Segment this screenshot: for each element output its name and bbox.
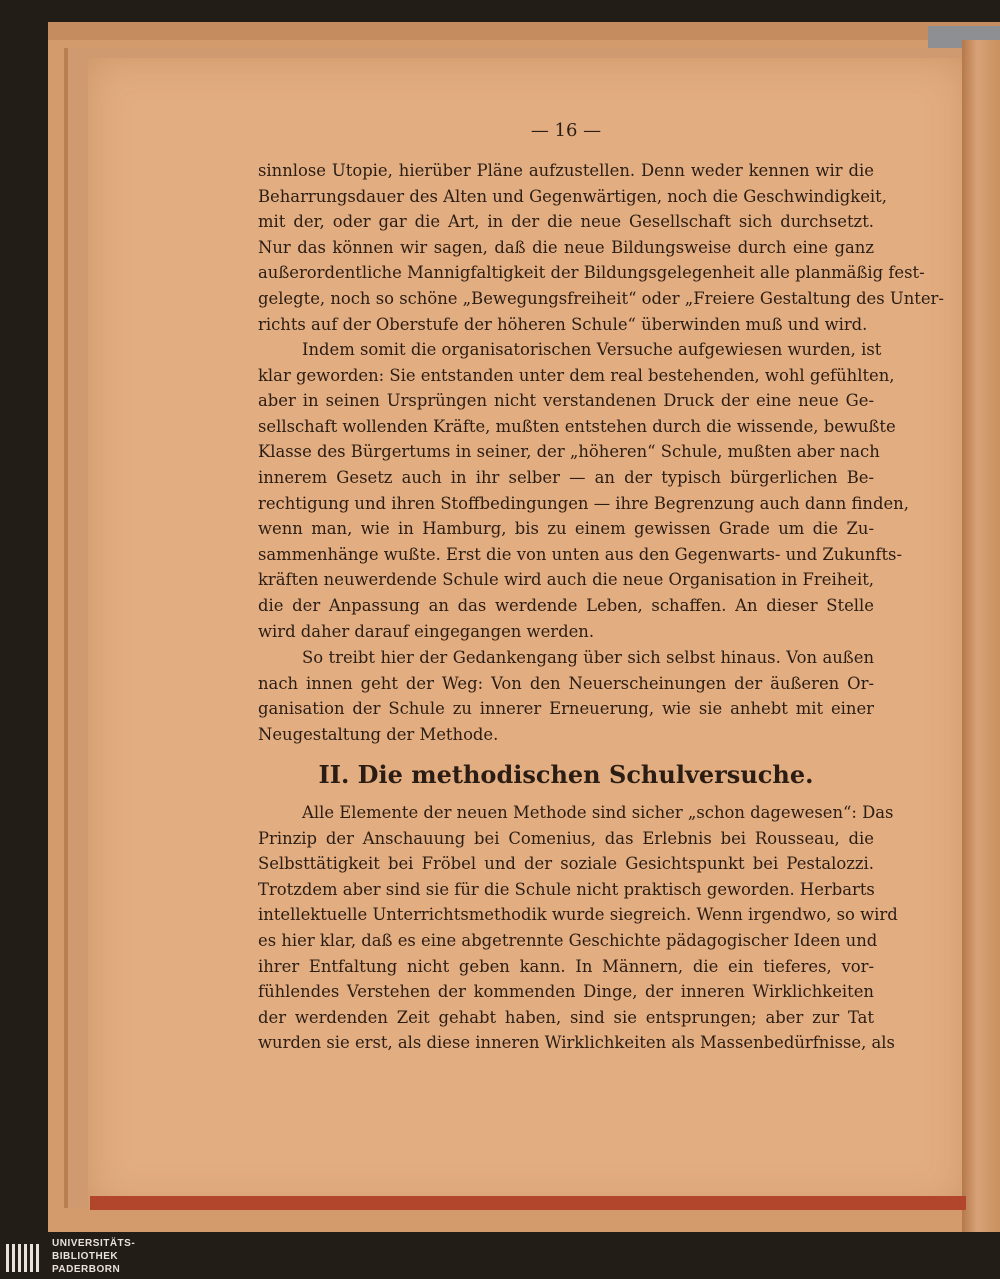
paragraph-2 [258, 337, 909, 644]
logo-line-2: BIBLIOTHEK [52, 1251, 119, 1262]
text-line: innerem Gesetz auch in ihr selber — an der typisch bürgerlichen Be- [258, 467, 874, 487]
text-line: nach innen geht der Weg: Von den Neuerscheinungen der äußeren Or- [258, 673, 874, 693]
text-line: sellschaft wollenden Kräfte, mußten entstehen durch die wissende, bewußte [258, 416, 896, 436]
text-line: Beharrungsdauer des Alten und Gegenwärtigen, noch die Geschwindigkeit, [258, 186, 887, 206]
library-logo-icon [4, 1240, 44, 1274]
text-line: wenn man, wie in Hamburg, bis zu einem gewissen Grade um die Zu- [258, 519, 874, 539]
section-heading: II. Die methodischen Schulversuche. [318, 760, 814, 789]
paragraph-1 [258, 158, 944, 337]
text-line: außerordentliche Mannigfaltigkeit der Bildungsgelegenheit alle planmäßig fest- [258, 263, 925, 283]
text-line: es hier klar, daß es eine abgetrennte Geschichte pädagogischer Ideen und [258, 930, 878, 950]
text-line: aber in seinen Ursprüngen nicht verstandenen Druck der eine neue Ge- [258, 391, 874, 411]
text-line: sammenhänge wußte. Erst die von unten aus den Gegenwarts- und Zukunfts- [258, 544, 903, 564]
paragraph-3 [258, 645, 874, 747]
logo-line-1: UNIVERSITÄTS- [52, 1238, 136, 1249]
text-line: sinnlose Utopie, hierüber Pläne aufzustellen. Denn weder kennen wir die [258, 161, 874, 180]
text-line: wurden sie erst, als diese inneren Wirklichkeiten als Massenbedürfnisse, als [258, 1033, 895, 1053]
text-line: richts auf der Oberstufe der höheren Schule“ überwinden muß und wird. [258, 314, 868, 334]
text-line: klar geworden: Sie entstanden unter dem real bestehenden, wohl gefühlten, [258, 365, 895, 385]
text-line: Selbsttätigkeit bei Fröbel und der soziale Gesichtspunkt bei Pestalozzi. [258, 854, 874, 874]
library-logo [0, 1234, 200, 1279]
text-line: kräften neuwerdende Schule wird auch die neue Organisation in Freiheit, [258, 570, 874, 590]
text-line: Alle Elemente der neuen Methode sind sicher „schon dagewesen“: Das [302, 803, 894, 822]
text-line: Nur das können wir sagen, daß die neue Bildungsweise durch eine ganz [258, 237, 874, 257]
page-gutter [962, 40, 1000, 1232]
text-line: ihrer Entfaltung nicht geben kann. In Männern, die ein tieferes, vor- [258, 956, 874, 976]
text-line: der werdenden Zeit gehabt haben, sind sie entsprungen; aber zur Tat [258, 1007, 874, 1027]
text-line: ganisation der Schule zu innerer Erneuerung, wie sie anhebt mit einer [258, 699, 874, 719]
text-line: fühlendes Verstehen der kommenden Dinge, der inneren Wirklichkeiten [258, 982, 874, 1002]
text-line: Prinzip der Anschauung bei Comenius, das Erlebnis bei Rousseau, die [258, 828, 874, 848]
text-line: gelegte, noch so schöne „Bewegungsfreiheit“ oder „Freiere Gestaltung des Unter- [258, 288, 944, 308]
text-line: Indem somit die organisatorischen Versuche aufgewiesen wurden, ist [302, 340, 882, 359]
text-line: So treibt hier der Gedankengang über sich selbst hinaus. Von außen [302, 648, 874, 667]
logo-line-3: PADERBORN [52, 1264, 121, 1275]
text-line: wird daher darauf eingegangen werden. [258, 621, 595, 641]
text-line: rechtigung und ihren Stoffbedingungen — ihre Begrenzung auch dann finden, [258, 493, 909, 513]
text-line: mit der, oder gar die Art, in der die neue Gesellschaft sich durchsetzt. [258, 212, 874, 232]
page-red-edge [90, 1196, 966, 1210]
text-line: Trotzdem aber sind sie für die Schule nicht praktisch geworden. Herbarts [258, 879, 875, 899]
page-number: — 16 — [530, 120, 602, 141]
text-line: intellektuelle Unterrichtsmethodik wurde siegreich. Wenn irgendwo, so wird [258, 905, 898, 925]
paragraph-4 [258, 800, 898, 1056]
text-line: Neugestaltung der Methode. [258, 724, 499, 744]
cover-top-edge [48, 22, 1000, 40]
text-line: Klasse des Bürgertums in seiner, der „höheren“ Schule, mußten aber nach [258, 442, 880, 462]
text-line: die der Anpassung an das werdende Leben, schaffen. An dieser Stelle [258, 595, 874, 615]
